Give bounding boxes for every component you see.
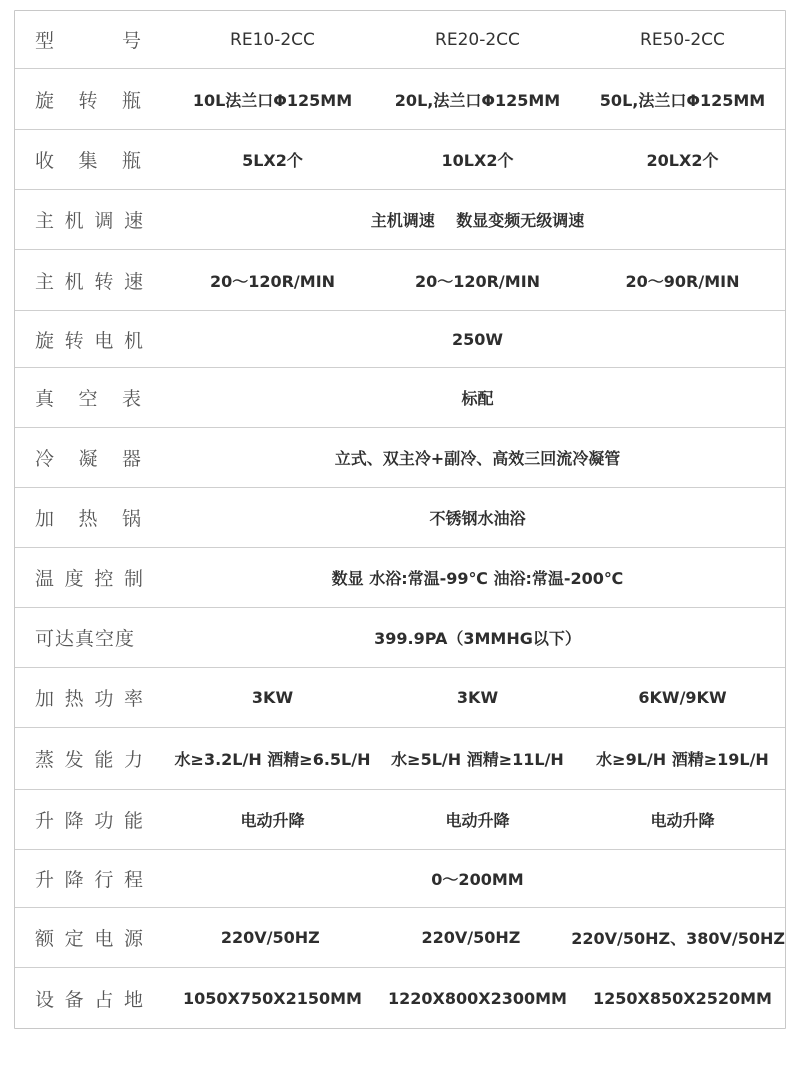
- table-row: [15, 850, 785, 908]
- value-cell: 1050X750X2150MM: [183, 988, 362, 1008]
- row-label: [15, 86, 170, 113]
- table-row: [15, 311, 785, 368]
- row-values: [170, 69, 785, 129]
- row-label-char: 集: [78, 150, 99, 172]
- row-label-char: 加: [35, 508, 56, 530]
- row-label-char: 能: [94, 749, 115, 771]
- row-label-char: 源: [123, 928, 144, 950]
- row-values: [170, 548, 785, 607]
- row-label-char: 地: [123, 988, 144, 1011]
- row-label-char: 降: [64, 869, 85, 891]
- value-cell: 6KW/9KW: [638, 688, 727, 707]
- row-label-char: 升: [35, 869, 56, 891]
- row-label-char: 机: [64, 270, 85, 293]
- row-label-char: 温: [35, 568, 56, 590]
- row-label: [15, 326, 170, 353]
- value-cell: RE20-2CC: [435, 29, 520, 50]
- row-label-char: 主: [35, 210, 56, 232]
- row-label-char: 占: [94, 988, 115, 1011]
- value-cell: 20～120R/MIN: [414, 271, 541, 291]
- value-cell: RE10-2CC: [230, 29, 315, 50]
- value-cell: 20～120R/MIN: [209, 271, 336, 291]
- row-label-char: 热: [64, 688, 85, 710]
- row-label-char: 表: [121, 388, 142, 410]
- table-row: [15, 130, 785, 190]
- row-label: [15, 865, 170, 892]
- value-cell: 20L,法兰口Φ125MM: [394, 90, 561, 110]
- row-values: [170, 608, 785, 667]
- value-cell: 50L,法兰口Φ125MM: [599, 90, 766, 110]
- row-values: [170, 368, 785, 427]
- row-label-char: 器: [121, 448, 142, 470]
- row-label: [15, 206, 170, 233]
- row-label: [15, 146, 170, 173]
- merged-cell: 主机调速 数显变频无级调速: [370, 211, 585, 230]
- row-label: [15, 26, 170, 53]
- row-label-char: 降: [64, 810, 85, 832]
- row-values: [170, 850, 785, 907]
- merged-cell: 标配: [461, 389, 494, 408]
- row-label-char: 程: [123, 869, 144, 891]
- value-cell: 20～90R/MIN: [625, 271, 740, 291]
- table-row: [15, 668, 785, 728]
- row-values: [170, 11, 785, 68]
- table-row: [15, 608, 785, 668]
- value-cell: 220V/50HZ、380V/50HZ: [571, 929, 785, 948]
- row-values: [170, 190, 785, 249]
- table-row: [15, 428, 785, 488]
- value-cell: 1220X800X2300MM: [388, 988, 567, 1008]
- row-label-char: 转: [78, 89, 99, 112]
- row-label-char: 瓶: [121, 89, 142, 112]
- row-values: [170, 488, 785, 547]
- row-label-char: 蒸: [35, 749, 56, 771]
- table-row: [15, 250, 785, 311]
- row-label-char: 调: [94, 210, 115, 232]
- row-label-char: 行: [94, 869, 115, 891]
- row-label: [15, 924, 170, 951]
- row-label-char: 热: [78, 508, 99, 530]
- row-label-char: 型: [35, 30, 56, 52]
- row-label-char: 力: [123, 749, 144, 771]
- value-cell: 220V/50HZ: [220, 928, 320, 947]
- spec-table: [14, 10, 786, 1029]
- row-label: [15, 564, 170, 591]
- row-label-char: 速: [123, 210, 144, 232]
- row-label-char: 电: [94, 928, 115, 950]
- row-label-char: 电: [94, 329, 115, 352]
- value-cell: 1250X850X2520MM: [593, 988, 772, 1008]
- row-label-char: 空: [78, 388, 99, 410]
- row-label: [15, 985, 170, 1012]
- row-label: [15, 444, 170, 471]
- merged-cell: 数显 水浴:常温-99℃ 油浴:常温-200℃: [331, 569, 624, 588]
- row-label: [15, 384, 170, 411]
- row-label-char: 锅: [121, 508, 142, 530]
- row-values: [170, 130, 785, 189]
- table-row: [15, 968, 785, 1028]
- row-label-char: 加: [35, 688, 56, 710]
- table-row: [15, 69, 785, 130]
- row-label-char: 瓶: [121, 150, 142, 172]
- row-label-char: 制: [123, 568, 144, 590]
- row-label-char: 冷: [35, 448, 56, 470]
- value-cell: 20LX2个: [646, 151, 719, 170]
- table-row: [15, 368, 785, 428]
- merged-cell: 立式、双主冷+副冷、高效三回流冷凝管: [334, 449, 621, 468]
- row-label-char: 真: [35, 388, 56, 410]
- value-cell: 3KW: [456, 688, 499, 707]
- row-label-char: 凝: [78, 448, 99, 470]
- row-label-char: 机: [123, 329, 144, 352]
- row-label-char: 功: [94, 688, 115, 710]
- table-row: [15, 728, 785, 790]
- row-label-char: 旋: [35, 329, 56, 352]
- row-label-char: 度: [64, 568, 85, 590]
- merged-cell: 399.9PA（3MMHG以下）: [374, 629, 581, 648]
- value-cell: 220V/50HZ: [421, 928, 521, 947]
- row-values: [170, 428, 785, 487]
- value-cell: 电动升降: [650, 811, 715, 830]
- row-label-char: 额: [35, 928, 56, 950]
- value-cell: 5LX2个: [242, 151, 303, 170]
- table-row: [15, 190, 785, 250]
- row-label-char: 收: [35, 150, 56, 172]
- value-cell: 水≥9L/H 酒精≥19L/H: [596, 750, 769, 769]
- value-cell: 水≥5L/H 酒精≥11L/H: [391, 750, 564, 769]
- row-label-char: 定: [64, 928, 85, 950]
- row-label: [15, 267, 170, 294]
- value-cell: 3KW: [251, 688, 294, 707]
- row-label: 可达真空度: [35, 628, 136, 650]
- table-row: [15, 488, 785, 548]
- row-label-char: 控: [94, 568, 115, 590]
- value-cell: RE50-2CC: [640, 29, 725, 50]
- table-row: [15, 908, 785, 968]
- value-cell: 电动升降: [240, 811, 305, 830]
- row-label: [15, 806, 170, 833]
- table-row: [15, 11, 785, 69]
- merged-cell: 不锈钢水油浴: [429, 509, 526, 528]
- row-label-char: 升: [35, 810, 56, 832]
- row-label-char: 速: [123, 270, 144, 293]
- row-label-char: 能: [123, 810, 144, 832]
- row-label-char: 率: [123, 688, 144, 710]
- value-cell: 10LX2个: [441, 151, 514, 170]
- table-row: [15, 548, 785, 608]
- row-values: [170, 668, 785, 727]
- row-values: [170, 728, 785, 789]
- row-label-char: 主: [35, 270, 56, 293]
- row-values: [170, 968, 785, 1028]
- row-label-char: 旋: [35, 89, 56, 112]
- row-values: [170, 311, 785, 367]
- row-label-char: 号: [121, 30, 142, 52]
- row-values: [170, 250, 785, 310]
- value-cell: 电动升降: [445, 811, 510, 830]
- row-label-char: 机: [64, 210, 85, 232]
- value-cell: 10L法兰口Φ125MM: [192, 90, 353, 110]
- merged-cell: 250W: [451, 329, 504, 349]
- row-label: [15, 684, 170, 711]
- row-label: [15, 745, 170, 772]
- row-label-char: 转: [64, 329, 85, 352]
- row-label-char: 备: [64, 988, 85, 1011]
- value-cell: 水≥3.2L/H 酒精≥6.5L/H: [174, 750, 371, 769]
- row-label-char: 功: [94, 810, 115, 832]
- row-values: [170, 908, 785, 967]
- table-row: [15, 790, 785, 850]
- row-label-char: 发: [64, 749, 85, 771]
- row-label-char: 设: [35, 988, 56, 1011]
- merged-cell: 0～200MM: [431, 870, 524, 889]
- row-values: [170, 790, 785, 849]
- row-label: [15, 504, 170, 531]
- row-label-char: 转: [94, 270, 115, 293]
